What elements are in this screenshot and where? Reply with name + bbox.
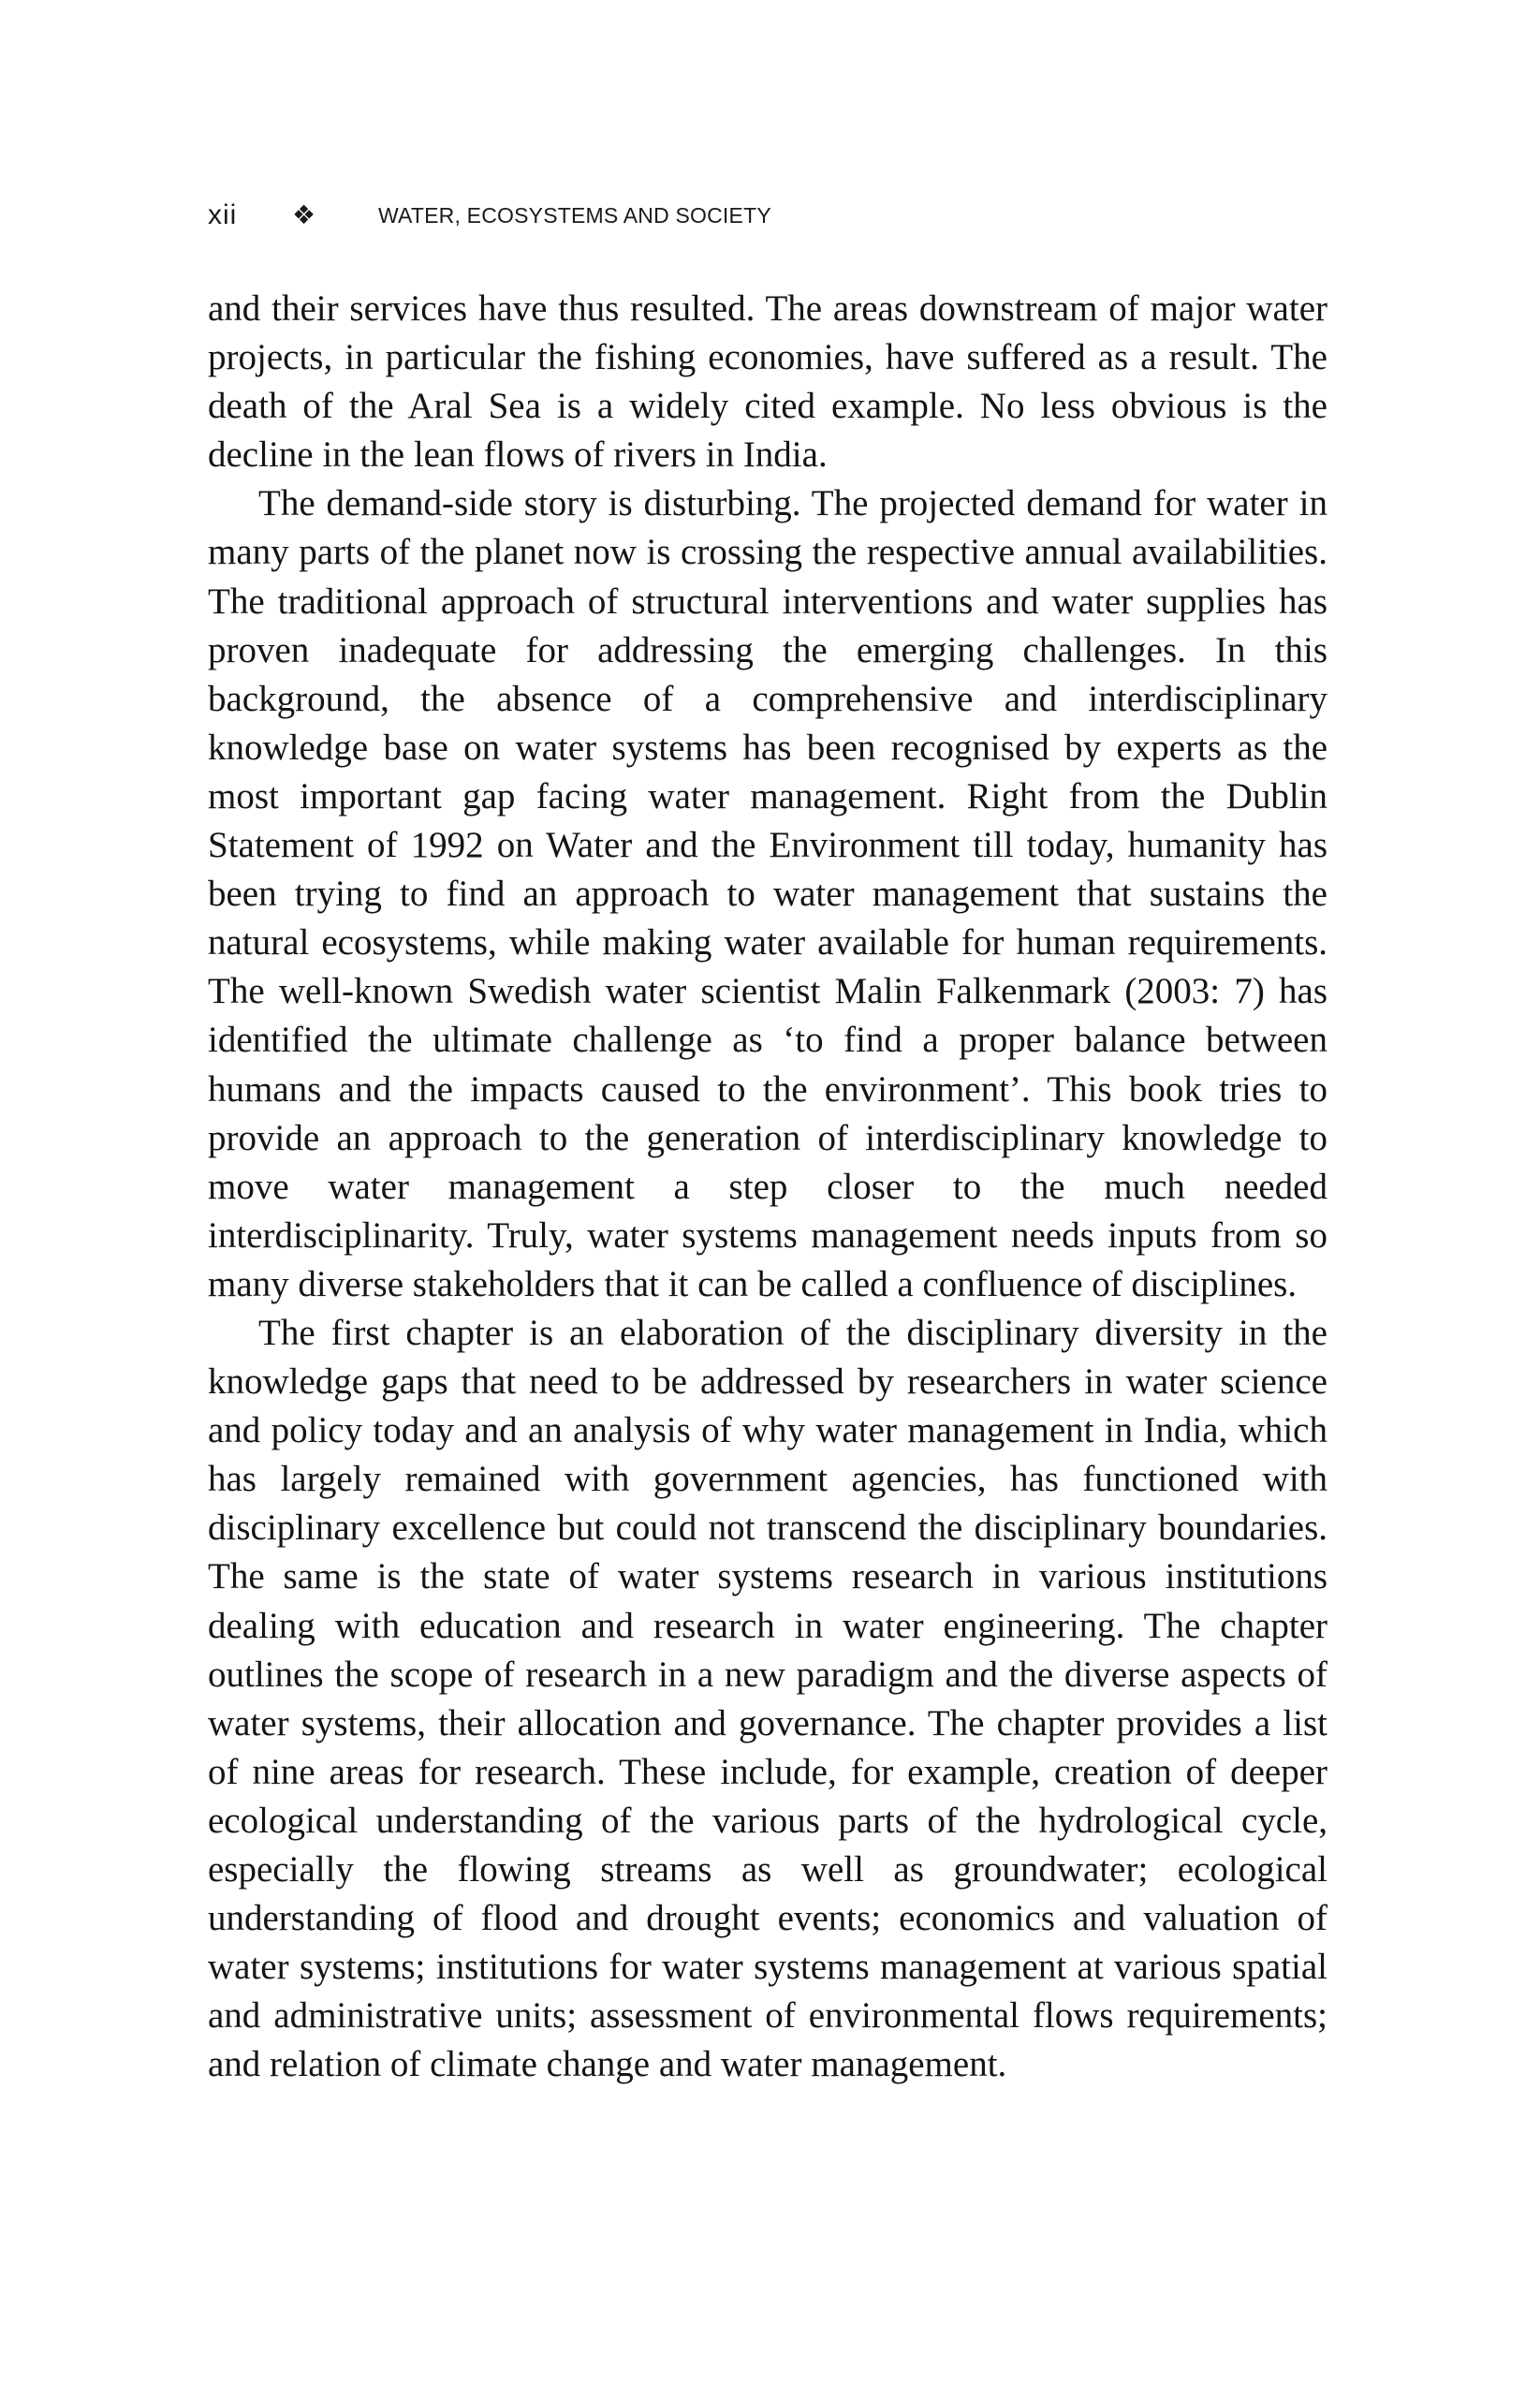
diamond-ornament-icon: ❖ bbox=[292, 199, 316, 230]
page-number: xii bbox=[208, 199, 238, 230]
paragraph-first-chapter: The first chapter is an elaboration of the disciplinary diversity in the knowledge gaps that need to be addressed by researchers in water science and policy today and an analysis of why water management in India, which has largely remained with government agencies, has functioned with disciplinary excellence but could not transcend the disciplinary boundaries. The same is the state of water systems research in various institutions dealing with education and research in water engineering. The chapter outlines the scope of research in a new paradigm and the diverse aspects of water systems, their allocation and governance. The chapter provides a list of nine areas for research. These include, for example, creation of deeper ecological understanding of the various parts of the hydrological cycle, especially the flowing streams as well as groundwater; ecological understanding of flood and drought events; economics and valuation of water systems; institutions for water systems management at various spatial and administrative units; assessment of environmental flows requirements; and relation of climate change and water management. bbox=[208, 1312, 1327, 2085]
running-title: WATER, ECOSYSTEMS AND SOCIETY bbox=[378, 202, 771, 228]
running-head bbox=[208, 197, 771, 234]
paragraph-demand-side: The demand-side story is disturbing. The projected demand for water in many parts of the planet now is crossing the respective annual availabilities. The traditional approach of structural interventions and water supplies has proven inadequate for addressing the emerging challenges. In this background, the absence of a comprehensive and interdisciplinary knowledge base on water systems has been recognised by experts as the most important gap facing water management. Right from the Dublin Statement of 1992 on Water and the Environment till today, humanity has been trying to find an approach to water management that sustains the natural ecosystems, while making water available for human requirements. The well-known Swedish water scientist Malin Falkenmark (2003: 7) has identified the ultimate challenge as ‘to find a proper balance between humans and the impacts caused to the environment’. This book tries to provide an approach to the generation of interdisciplinary knowledge to move water management a step closer to the much needed interdisciplinarity. Truly, water systems management needs inputs from so many diverse stakeholders that it can be called a confluence of disciplines. bbox=[208, 483, 1327, 1304]
body-text bbox=[208, 285, 1327, 2089]
paragraph-continuation: and their services have thus resulted. The areas downstream of major water projects, in particular the fishing economies, have suffered as a result. The death of the Aral Sea is a widely cited example. No less obvious is the decline in the lean flows of rivers in India. bbox=[208, 288, 1327, 476]
